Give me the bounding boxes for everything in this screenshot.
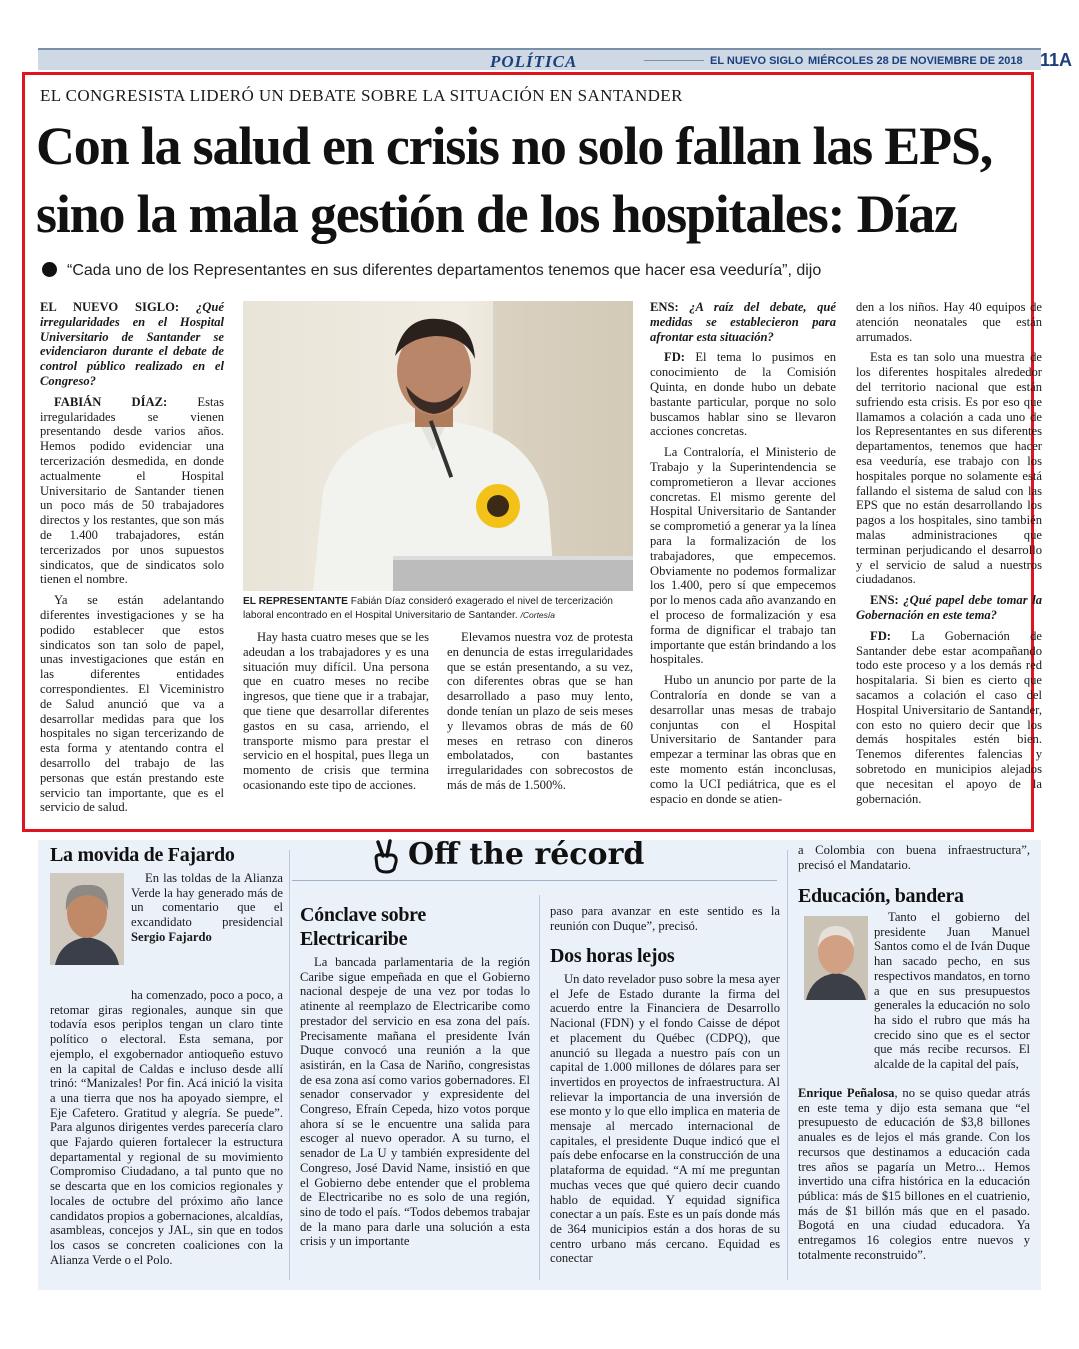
electricaribe-text: La bancada parlamentaria de la región Caribe sigue empeñada en que el Gobierno nacional despeje de una vez por todas lo atinente al reemplazo de Electricaribe como prestador del servicio en esa zona del país. Precisamente mañana el presidente Iván Duque convocó una reunión a la que asistirán, en la Casa de Nariño, congresistas de esa zona así como varios gobernadores. El senador conservador y expresidente del Congreso, Efraín Cepeda, hizo votos porque ahora sí se le encuentre una salida para escoger al nuevo operador. A su turno, el senador de La U y también expresidente del Congreso, José David Name, insistió en que el Gobierno debe entender que el problema de Electricaribe no es solo de una región, sino de todo el país. “Todos debemos trabajar de la mano para darle una solución a esta crisis y un importante bbox=[300, 955, 530, 1249]
paragraph: den a los niños. Hay 40 equipos de atención neonatales que están arrumados. bbox=[856, 300, 1042, 344]
article-column-4 bbox=[650, 300, 836, 812]
duque-lead: paso para avanzar en este sentido es la reunión con Duque”, precisó. bbox=[550, 904, 780, 933]
subhead-text: “Cada uno de los Representantes en sus diferentes departamentos tenemos que hacer esa veeduría”, dijo bbox=[67, 262, 822, 279]
newspaper-name: EL NUEVO SIGLO bbox=[710, 55, 804, 67]
educacion-lead: a Colombia con buena infraestructura”, precisó el Mandatario. bbox=[798, 843, 1030, 872]
speaker-photo bbox=[243, 301, 633, 591]
paragraph: La Contraloría, el Ministerio de Trabajo y la Superintendencia se comprometieron a llevar acciones concretas. El mismo gerente del Hospital Universitario de Santander se comprometió a generar ya la línea para la formalización de los trabajadores, que empecemos. Obviamente no podemos formalizar los 1.400, pero sí que empecemos por lo menos cada año avanzando en el proceso de formalización y esa forma de dignificar el trabajo tan importante que están brindando a los hospitales. bbox=[650, 445, 836, 667]
column-divider bbox=[539, 895, 540, 1280]
column-divider bbox=[787, 850, 788, 1280]
article-headline bbox=[36, 112, 1026, 248]
article-column-3 bbox=[447, 630, 633, 799]
paragraph: Hay hasta cuatro meses que se les adeudan a los trabajadores y es una situación muy difícil. Una persona que en cuatro meses no recibe ingresos, que tiene que ir a trabajar, que tiene que desarrollar diferentes gastos en su casa, arriendo, el transporte mismo para prestar el servicio en el hospital, pues llega un momento de crisis que termina ocasionando este tipo de acciones. bbox=[243, 630, 429, 792]
photo-caption bbox=[243, 596, 635, 622]
paragraph: Esta es tan solo una muestra de los diferentes hospitales alrededor del territorio nacional que están sufriendo esta crisis. Es por eso que llamamos a colación a cada uno de los Representantes en sus diferentes departamentos, tenemos que hacer esa veeduría, ese trabajo con los hospitales porque no solamente está fallando el sistema de salud con las EPS que no están desarrollando los pagos a los hospitales, sino también malas administraciones que terminan perjudicando el desarrollo y el servicio de salud a nuestros ciudadanos. bbox=[856, 350, 1042, 587]
caption-label: EL REPRESENTANTE bbox=[243, 596, 348, 607]
person-name: Enrique Peñalosa bbox=[798, 1086, 895, 1100]
article-subhead bbox=[42, 262, 821, 280]
article-kicker: EL CONGRESISTA LIDERÓ UN DEBATE SOBRE LA SITUACIÓN EN SANTANDER bbox=[40, 86, 683, 105]
educacion-title: Educación, bandera bbox=[798, 885, 964, 907]
answer-1: FABIÁN DÍAZ: Estas irregularidades se vienen presentando desde varios años. Hemos podido evidenciar una tercerización desmedida, en donde actualmente el Hospital Universitario de Santander tienen un poco más de 50 trabajadores directos y los restantes, que son más de 1.400 trabajadores, están tercerizados por unos supuestos sindicatos, que de sindicatos solo tienen el nombre. bbox=[40, 394, 224, 587]
fajardo-portrait bbox=[50, 873, 124, 965]
fajardo-text-narrow bbox=[131, 871, 283, 945]
answer-3: FD: La Gobernación de Santander debe estar acompañando todo este proceso y a los demás red hospitalaria. Si bien es cierto que sacamos a colación el caso del Hospital Universitario de Santander, con esto no quiero decir que los demás hospitales estén bien. Tenemos diferentes falencias y sobretodo en municipios alejados que necesitan el apoyo de la gobernación. bbox=[856, 628, 1042, 806]
penalosa-portrait bbox=[804, 916, 868, 1000]
paragraph: Ya se están adelantando diferentes investigaciones y se ha podido establecer que estos sindicatos son tan solo de papel, unas investigaciones que están en las diferentes entidades correspondientes. El Viceministro de Salud anunció que va a desarrollar medidas para que los hospitales no sigan tercerizando de esta forma y atentando contra el desarrollo del trabajo de las personas que están prestando este servicio tan importante, que es el servicio de salud. bbox=[40, 593, 224, 815]
section-title: POLÍTICA bbox=[490, 52, 578, 71]
column-divider bbox=[289, 850, 290, 1280]
educacion-text-a: Tanto el gobierno del presidente Juan Manuel Santos como el de Iván Duque han sacado pecho, en sus respectivos mandatos, en torno a que en sus presupuestos generales la educación no solo ha sido el rubro que más ha crecido sino que es el sector que más recibe recursos. El alcalde de la capital del país, bbox=[874, 910, 1030, 1072]
caption-text: Fabián Díaz consideró exagerado el nivel de tercerización laboral encontrado en el Hospital Universitario de Santander. bbox=[243, 596, 613, 621]
fajardo-text-b: ha comenzado, poco a poco, a retomar giras regionales, aunque sin que todavía esos periplos tengan un claro tinte político o electoral. Esta semana, por ejemplo, el exgobernador antioqueño estuvo en la capital de Caldas e incluso desde allí trinó: “Manizales! Por fin. Acá inició la visita a una tierra que nos ha apoyado siempre, el Eje Cafetero. Gratitud y alegría. Se puede”. Para algunos dirigentes verdes parecería claro que Fajardo quieren fortalecer la estructura departamental y regional de su movimiento Compromiso Ciudadano, a tal punto que no se descarta que en los comicios regionales y locales de octubre del próximo año lance candidatos propios a gobernaciones, alcaldías, asambleas, concejos y JAL, sin que en todos los casos se concreten coaliciones con la Alianza Verde o el Polo. bbox=[50, 988, 283, 1267]
fajardo-text-a: En las toldas de la Alianza Verde la hay generado más de un comentario que el excandidato presidencial bbox=[131, 871, 283, 930]
headline-line-2: sino la mala gestión de los hospitales: Díaz bbox=[36, 184, 957, 244]
person-name: Sergio Fajardo bbox=[131, 929, 212, 944]
question-2: ENS: ¿A raíz del debate, qué medidas se establecieron para afrontar esta situación? bbox=[650, 300, 836, 344]
answer-2: FD: El tema lo pusimos en conocimiento de la Comisión Quinta, en donde hubo un debate bastante particular, porque no solo buscamos hablar sino se llevaron acciones concretas. bbox=[650, 350, 836, 439]
bullet-icon bbox=[42, 262, 57, 277]
article-column-2 bbox=[243, 630, 429, 799]
paragraph: Hubo un anuncio por parte de la Contraloría en donde se van a desarrollar unas mesas de trabajo conjuntas con el Hospital Universitario de Santander para empezar a terminar las obras que en este momento están inconclusas, como la UCI pediátrica, que es el espacio en donde se atien- bbox=[650, 673, 836, 806]
photo-credit: /Cortesía bbox=[520, 609, 556, 620]
page-number: 11A bbox=[1040, 50, 1073, 70]
educacion-text-narrow bbox=[874, 910, 1030, 1072]
paragraph: Elevamos nuestra voz de protesta en denuncia de estas irregularidades que se están presentando, a su vez, con diferentes obras que se han desarrollado a paso muy lento, donde tenían un plazo de seis meses y llevamos obras de más de 60 meses en retraso con dineros embolatados, con bastantes irregularidades con sobrecostos de más de más de 1.500%. bbox=[447, 630, 633, 792]
educacion-text-wide bbox=[798, 1086, 1030, 1262]
educacion-text-b: , no se quiso quedar atrás en este tema y dijo esta semana que “el presupuesto de educación de $3,8 billones anuales es de lejos el más grande. Con los recursos que destinamos a educación cada tres años se pagaría un Metro... Hemos invertido una cifra histórica en la educación pública: más de $15 billones en el cuatrienio, más de $1 billón más que en el pasado. Bogotá en una ciudad educadora. Ya entregamos 16 colegios entre nuevos y totalmente reconstruido”. bbox=[798, 1086, 1030, 1262]
fajardo-title: La movida de Fajardo bbox=[50, 844, 235, 866]
question-1: EL NUEVO SIGLO: ¿Qué irregularidades en el Hospital Universitario de Santander se evidenciaron durante el debate de control público realizado en el Congreso? bbox=[40, 300, 224, 388]
article-photo bbox=[243, 301, 633, 591]
page-header-bar bbox=[38, 48, 1073, 71]
duque-text: Un dato revelador puso sobre la mesa ayer el Jefe de Estado durante la firma del acuerdo entre la Financiera de Desarrollo Nacional (FDN) y el fondo Caisse de dépot et placement du Québec (CDPQ), que anunció su llegada a nuestro país con un capital de 1.000 millones de dólares para ser invertidos en proyectos de infraestructura. Al relievar la importancia de una inversión de ese monto y lo que ello implica en materia de mensaje al mercado internacional de capitales, el presidente Duque indicó que el país debe enfocarse en la construcción de una plataforma de equidad. “A mí me preguntan muchas veces que qué quiero decir cuando hablo de equidad. Y equidad significa conectar a un país. Este es un país donde más de 364 municipios están a dos horas de su centro urbano más cercano. Equidad es conectar bbox=[550, 972, 780, 1266]
section-divider bbox=[292, 880, 777, 881]
electricaribe-title: Cónclave sobre Electricaribe bbox=[300, 904, 426, 950]
article-column-5 bbox=[856, 300, 1042, 812]
duque-title: Dos horas lejos bbox=[550, 945, 675, 967]
question-3: ENS: ¿Qué papel debe tomar la Gobernación en este tema? bbox=[856, 593, 1042, 622]
header-rule bbox=[644, 60, 704, 61]
off-the-record-title: Off the récord bbox=[408, 837, 645, 872]
article-column-1 bbox=[40, 300, 224, 821]
victory-hand-icon bbox=[370, 838, 402, 874]
fajardo-text-wide bbox=[50, 988, 283, 1267]
issue-date: MIÉRCOLES 28 DE NOVIEMBRE DE 2018 bbox=[808, 55, 1023, 67]
headline-line-1: Con la salud en crisis no solo fallan las EPS, bbox=[36, 116, 993, 176]
